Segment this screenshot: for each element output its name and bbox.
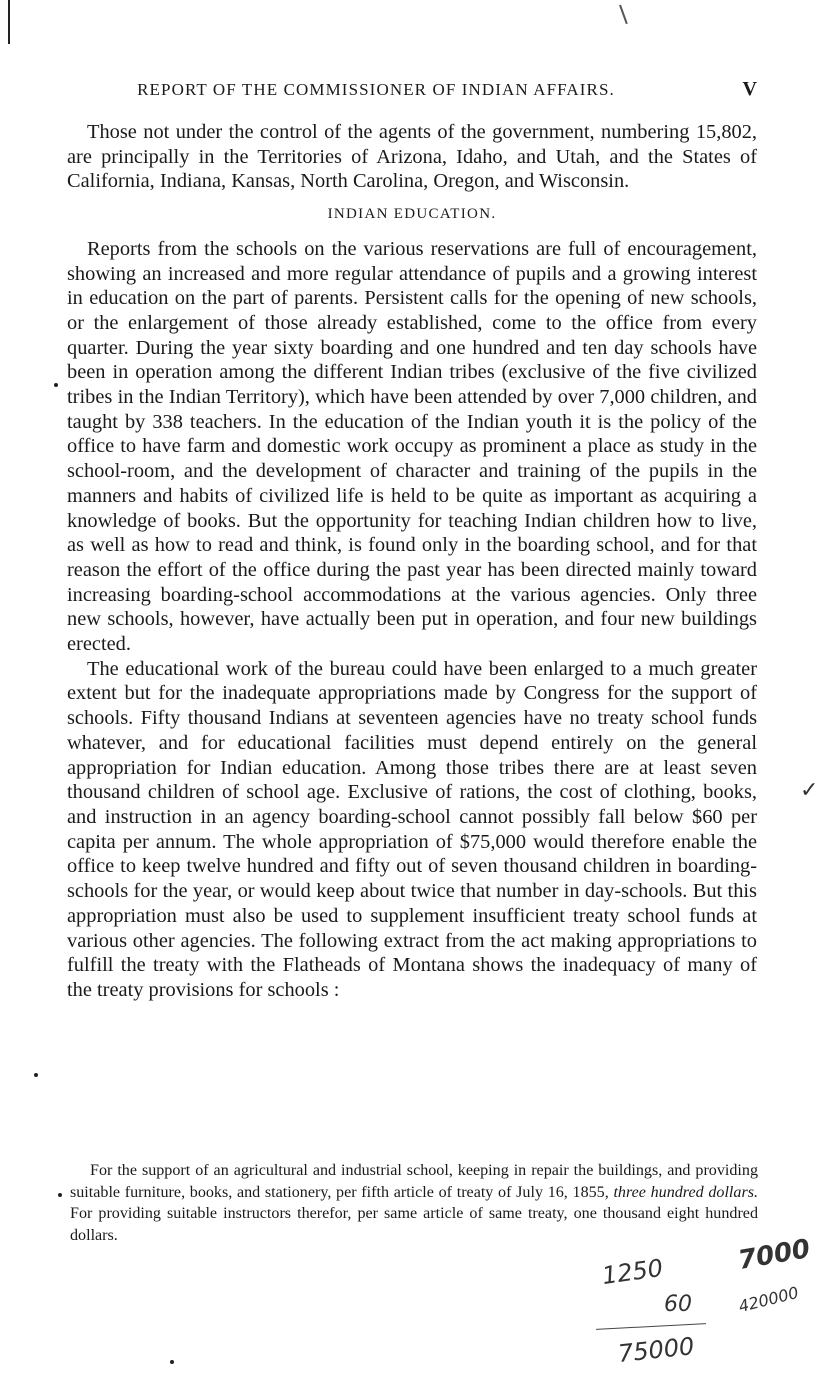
margin-speck bbox=[54, 383, 58, 387]
handwritten-figure-7000: 7000 bbox=[735, 1233, 813, 1277]
margin-check-mark: ✓ bbox=[800, 778, 819, 803]
education-paragraph-1: Reports from the schools on the various reservations are full of encouragement, showing an increased and more regular attendance of pupils and a growing interest in education on the part of parents. Persistent calls for the opening of new schools, or the enlargement of those already established, come to the office from every quarter. During the year sixty boarding and one hundred and ten day schools have been in operation among the different Indian tribes (exclusive of the five civilized tribes in the Indian Territory), which have been attended by over 7,000 children, and taught by 338 teachers. In the education of the Indian youth it is the policy of the office to have farm and domestic work occupy as prominent a place as study in the school-room, and the development of character and training of the pupils in the manners and habits of civilized life is held to be quite as important as acquiring a knowledge of books. But the opportunity for teaching Indian children how to live, as well as how to read and think, is found only in the boarding school, and for that reason the effort of the office during the past year has been directed mainly toward increasing boarding-school accommodations at the various agencies. Only three new schools, however, have actually been put in operation, and four new buildings erected. bbox=[67, 237, 757, 656]
extract-text-start: For the support of an agricultural and industrial school, keeping in repair the buildings, and providing suitable furniture, books, and stationery, per fifth article of treaty of July 16, 1855, bbox=[70, 1162, 758, 1201]
margin-speck bbox=[170, 1360, 174, 1364]
handwritten-figure-1250: 1250 bbox=[600, 1253, 665, 1291]
handwritten-sum-rule bbox=[596, 1323, 706, 1330]
page-header bbox=[66, 76, 758, 102]
page-edge-rule bbox=[8, 0, 10, 44]
margin-speck bbox=[58, 1193, 62, 1197]
section-heading: INDIAN EDUCATION. bbox=[327, 206, 497, 223]
extract-italic-amount: three hundred dollars. bbox=[613, 1183, 758, 1201]
extract-paragraph bbox=[70, 1160, 758, 1246]
handwritten-figure-75000: 75000 bbox=[616, 1332, 696, 1368]
education-paragraph-2: The educational work of the bureau could have been enlarged to a much greater extent but for the inadequate appropriations made by Congress for the support of schools. Fifty thousand Indians at seventeen agencies have no treaty school funds whatever, and for educational facilities must depend entirely on the general appropriation for Indian education. Among those tribes there are at least seven thousand children of school age. Exclusive of rations, the cost of clothing, books, and instruction in an agency boarding-school cannot possibly fall below $60 per capita per annum. The whole appropriation of $75,000 would therefore enable the office to keep twelve hundred and fifty out of seven thousand children in boarding-schools for the year, or would keep about twice that number in day-schools. But this appropriation must also be used to supplement insufficient treaty school funds at various other agencies. The following extract from the act making appropriations to fulfill the treaty with the Flatheads of Montana shows the inadequacy of many of the treaty provisions for schools : bbox=[67, 657, 757, 1001]
intro-paragraph: Those not under the control of the agents of the government, numbering 15,802, are principally in the Territories of Arizona, Idaho, and Utah, and the States of California, Indiana, Kansas, North Carolina, Oregon, and Wisconsin. bbox=[67, 121, 757, 193]
body-text bbox=[67, 120, 757, 1003]
extract-text-end: For providing suitable instructors therefor, per same article of same treaty, one thousand eight hundred dollars. bbox=[70, 1205, 758, 1244]
handwritten-figure-420000: 420000 bbox=[736, 1282, 801, 1317]
corner-mark bbox=[619, 0, 641, 24]
running-title: REPORT OF THE COMMISSIONER OF INDIAN AFFAIRS. bbox=[137, 80, 615, 99]
handwritten-figure-60: 60 bbox=[664, 1292, 692, 1317]
treaty-extract bbox=[70, 1160, 758, 1246]
page-numeral: V bbox=[742, 78, 758, 100]
margin-speck bbox=[34, 1073, 38, 1077]
